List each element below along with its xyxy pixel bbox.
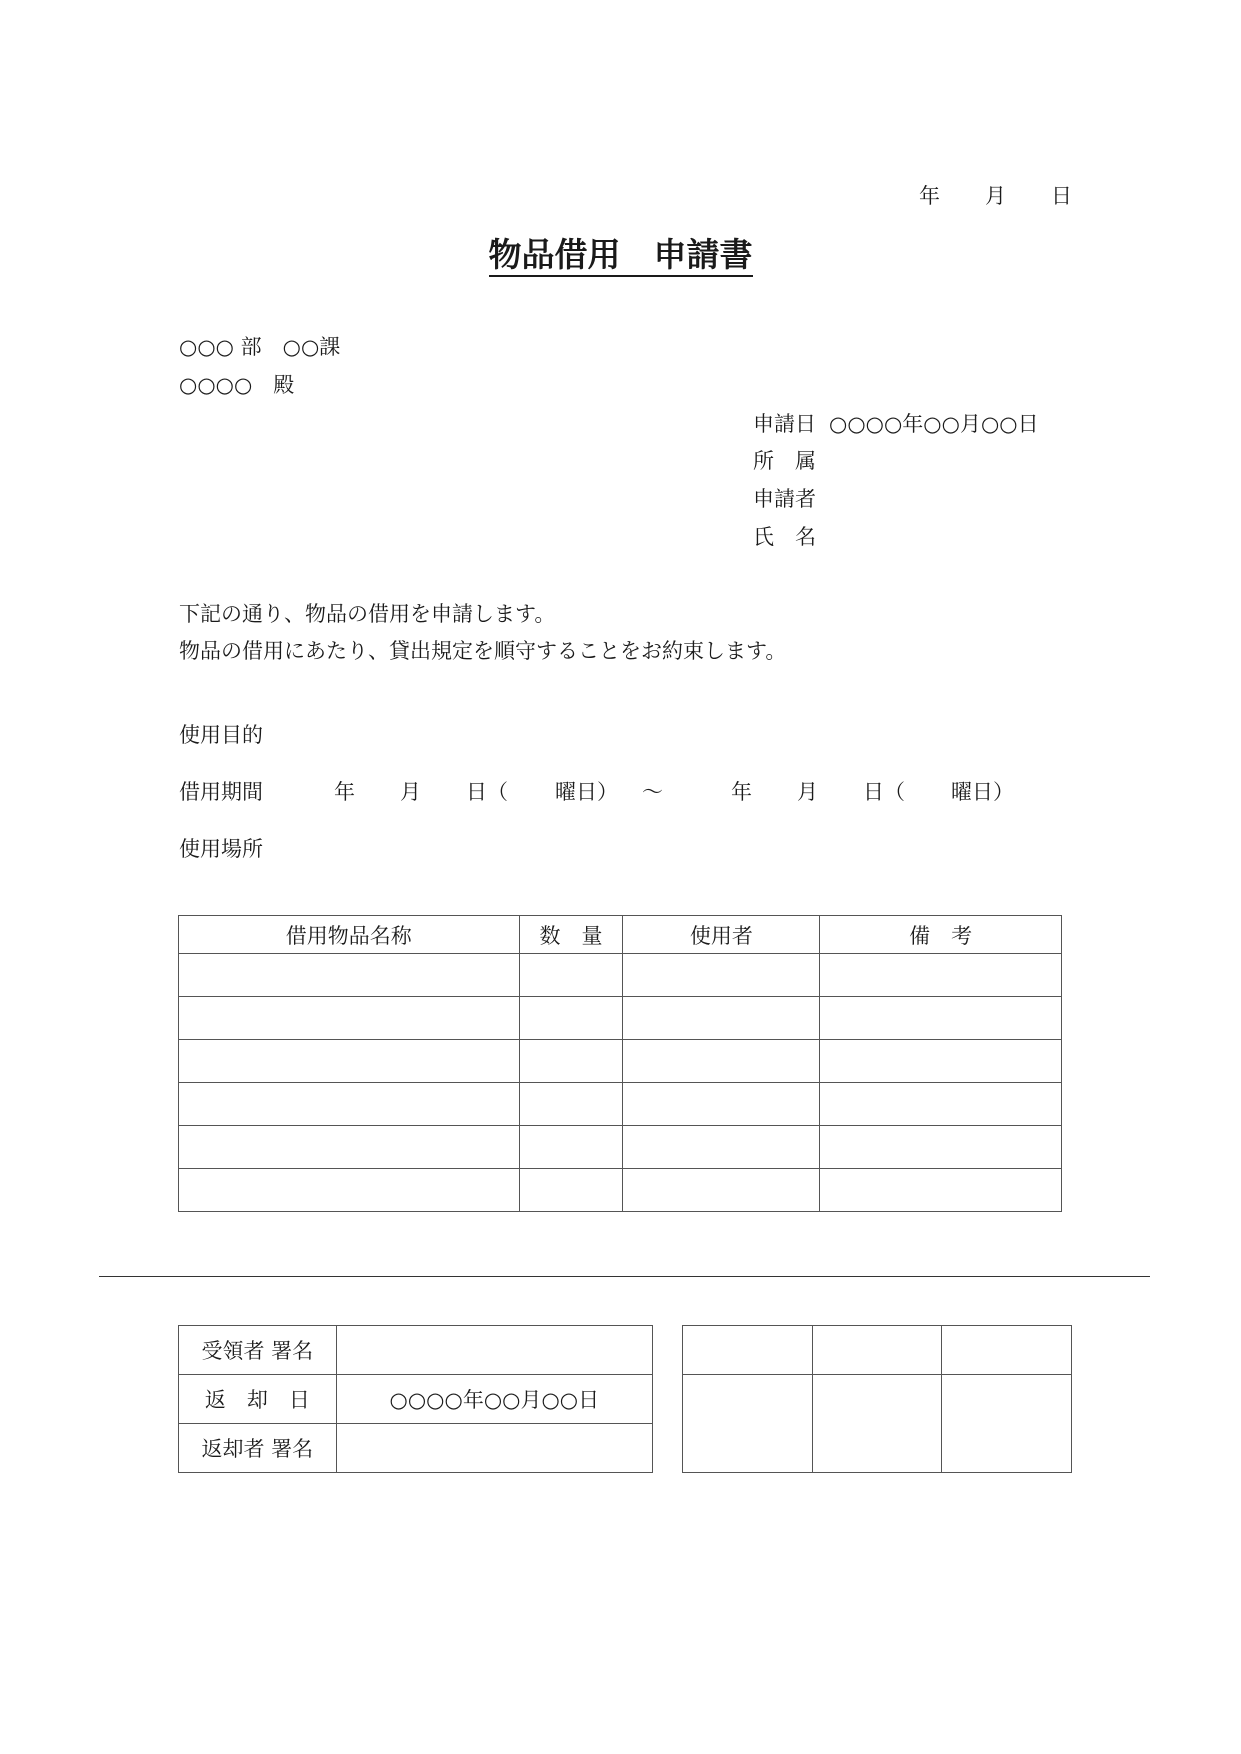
item-name-cell[interactable]: [179, 997, 520, 1040]
remarks-cell[interactable]: [820, 997, 1062, 1040]
return-date-row: [179, 1375, 653, 1424]
return-date-value[interactable]: ○○○○年○○月○○日: [336, 1375, 652, 1424]
receiver-signature-cell[interactable]: [336, 1326, 652, 1375]
quantity-cell[interactable]: [519, 1126, 623, 1169]
body-line-2: 物品の借用にあたり、貸出規定を順守することをお約束します。: [179, 639, 787, 663]
user-cell[interactable]: [623, 997, 820, 1040]
approval-title-cell[interactable]: [942, 1326, 1072, 1375]
period-year-1: 年: [334, 780, 355, 804]
item-name-cell[interactable]: [179, 1040, 520, 1083]
header-item-name: 借用物品名称: [179, 916, 520, 954]
remarks-cell[interactable]: [820, 954, 1062, 997]
items-table-header-row: [179, 916, 1062, 954]
item-name-cell[interactable]: [179, 1126, 520, 1169]
table-row: [179, 1040, 1062, 1083]
user-cell[interactable]: [623, 1040, 820, 1083]
quantity-cell[interactable]: [519, 1169, 623, 1212]
remarks-cell[interactable]: [820, 1169, 1062, 1212]
table-row: [179, 997, 1062, 1040]
approval-title-cell[interactable]: [812, 1326, 942, 1375]
remarks-cell[interactable]: [820, 1040, 1062, 1083]
addressee-department: ○○○ 部 ○○課: [179, 335, 341, 359]
approval-stamp-cell[interactable]: [683, 1375, 813, 1473]
quantity-cell[interactable]: [519, 954, 623, 997]
date-day-label: 日: [1051, 184, 1072, 208]
remarks-cell[interactable]: [820, 1126, 1062, 1169]
period-label: 借用期間: [179, 780, 263, 804]
name-label: 氏 名: [753, 525, 816, 549]
period-tilde: 〜: [642, 780, 663, 804]
period-weekday-1: 曜日）: [555, 780, 618, 804]
item-name-cell[interactable]: [179, 954, 520, 997]
item-name-cell[interactable]: [179, 1169, 520, 1212]
remarks-cell[interactable]: [820, 1083, 1062, 1126]
user-cell[interactable]: [623, 1126, 820, 1169]
approval-title-cell[interactable]: [683, 1326, 813, 1375]
item-name-cell[interactable]: [179, 1083, 520, 1126]
application-date-label: 申請日: [753, 412, 816, 436]
period-weekday-2: 曜日）: [951, 780, 1014, 804]
items-table: [178, 915, 1062, 1212]
table-row: [179, 1126, 1062, 1169]
period-month-2: 月: [797, 780, 818, 804]
approval-header-row: [683, 1326, 1072, 1375]
applicant-label: 申請者: [753, 487, 816, 511]
quantity-cell[interactable]: [519, 1040, 623, 1083]
purpose-label: 使用目的: [179, 723, 263, 747]
table-row: [179, 954, 1062, 997]
document-title: [0, 235, 1241, 277]
approval-stamp-cell[interactable]: [942, 1375, 1072, 1473]
return-table: [178, 1325, 653, 1473]
user-cell[interactable]: [623, 1169, 820, 1212]
approval-stamp-cell[interactable]: [812, 1375, 942, 1473]
period-month-1: 月: [400, 780, 421, 804]
application-date-value: ○○○○年○○月○○日: [829, 412, 1039, 436]
table-row: [179, 1169, 1062, 1212]
addressee-name: ○○○○ 殿: [179, 373, 295, 397]
approval-stamp-row: [683, 1375, 1072, 1473]
returner-row: [179, 1424, 653, 1473]
quantity-cell[interactable]: [519, 997, 623, 1040]
user-cell[interactable]: [623, 954, 820, 997]
place-label: 使用場所: [179, 837, 263, 861]
approval-stamp-table: [682, 1325, 1072, 1473]
period-year-2: 年: [731, 780, 752, 804]
date-month-label: 月: [985, 184, 1006, 208]
period-day-2: 日（: [863, 780, 905, 804]
receiver-signature-label: 受領者 署名: [179, 1326, 337, 1375]
document-title-text: 物品借用 申請書: [489, 238, 753, 277]
return-date-label: 返 却 日: [179, 1375, 337, 1424]
returner-signature-label: 返却者 署名: [179, 1424, 337, 1473]
period-day-1: 日（: [466, 780, 508, 804]
table-row: [179, 1083, 1062, 1126]
receiver-row: [179, 1326, 653, 1375]
header-remarks: 備 考: [820, 916, 1062, 954]
body-line-1: 下記の通り、物品の借用を申請します。: [179, 602, 556, 626]
returner-signature-cell[interactable]: [336, 1424, 652, 1473]
department-label: 所 属: [753, 449, 816, 473]
user-cell[interactable]: [623, 1083, 820, 1126]
section-divider: [99, 1276, 1150, 1277]
header-user: 使用者: [623, 916, 820, 954]
quantity-cell[interactable]: [519, 1083, 623, 1126]
date-year-label: 年: [919, 184, 940, 208]
header-quantity: 数 量: [519, 916, 623, 954]
